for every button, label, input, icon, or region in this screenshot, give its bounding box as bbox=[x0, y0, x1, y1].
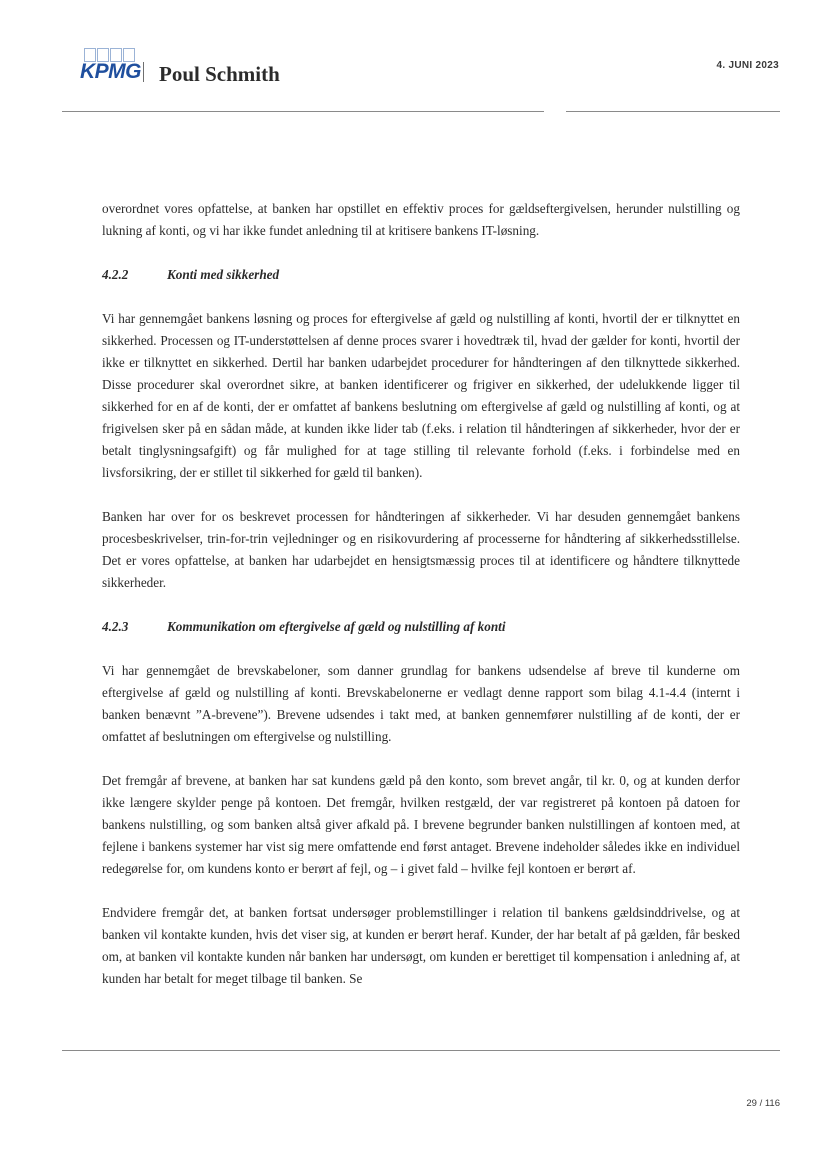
kpmg-logo bbox=[80, 48, 142, 88]
body-paragraph: Det fremgår af brevene, at banken har sat kundens gæld på den konto, som brevet angår, til kr. 0, og at kunden derfor ikke længere skylder penge på kontoen. Det fremgår, hvilken restgæld, der var registreret på kontoen på datoen for bankens nulstilling, og som banken altså giver afkald på. I brevene begrunder banken nulstillingen af kontoen med, at fejlene i bankens systemer har vist sig mere omfattende end først antaget. Brevene indeholder således ikke en individuel redegørelse for, om kundens konto er berørt af fejl, og – i givet fald – hvilke fejl kontoen er berørt af. bbox=[102, 773, 740, 876]
page-header bbox=[0, 0, 827, 120]
logo-divider bbox=[143, 62, 144, 82]
section-title: Kommunikation om eftergivelse af gæld og nulstilling af konti bbox=[167, 619, 506, 634]
body-paragraph: Endvidere fremgår det, at banken fortsat undersøger problemstillinger i relation til bankens gældsinddrivelse, og at banken vil kontakte kunden, hvis det viser sig, at kunden er berørt heraf. Kunder, der har betalt af på gælden, får besked om, at banken vil kontakte kunden når banken har undersøgt, om kunden er berettiget til kompensation i anledning af, at kunden har betalt for meget tilbage til banken. Se bbox=[102, 905, 740, 986]
firm-name: Poul Schmith bbox=[159, 62, 280, 86]
body-paragraph: Vi har gennemgået de brevskabeloner, som danner grundlag for bankens udsendelse af breve til kunderne om eftergivelse af gæld og nulstilling af konti. Brevskabelonerne er vedlagt denne rapport som bilag 4.1-4.4 (internt i banken benævnt ”A-brevene”). Brevene udsendes i takt med, at banken gennemfører nulstilling af de konti, der er omfattet af beslutningen om eftergivelse og nulstilling. bbox=[102, 663, 740, 744]
section-number: 4.2.3 bbox=[102, 619, 129, 634]
section-heading-4-2-3 bbox=[102, 616, 740, 638]
header-rule-left bbox=[62, 111, 544, 112]
header-rule-right bbox=[566, 111, 780, 112]
document-date: 4. JUNI 2023 bbox=[716, 60, 779, 71]
section-title: Konti med sikkerhed bbox=[167, 267, 280, 282]
body-paragraph: Banken har over for os beskrevet processen for håndteringen af sikkerheder. Vi har desuden gennemgået bankens procesbeskrivelser, trin-for-trin vejledninger og en risikovurdering af processerne for håndtering af sikkerhedsstillelse. Det er vores opfattelse, at banken har udarbejdet en hensigtsmæssig proces til at identificere og håndtere tilknyttede sikkerheder. bbox=[102, 509, 740, 590]
kpmg-wordmark: KPMG bbox=[80, 60, 141, 83]
page-body bbox=[102, 198, 740, 1012]
section-number: 4.2.2 bbox=[102, 267, 129, 282]
footer-rule bbox=[62, 1050, 780, 1051]
intro-paragraph: overordnet vores opfattelse, at banken har opstillet en effektiv proces for gældseftergivelsen, herunder nulstilling og lukning af konti, og vi har ikke fundet anledning til at kritisere bankens IT-løsning. bbox=[102, 201, 740, 238]
body-paragraph: Vi har gennemgået bankens løsning og proces for eftergivelse af gæld og nulstilling af konti, hvortil der er tilknyttet en sikkerhed. Processen og IT-understøttelsen af denne proces svarer i hovedtræk til, hvad der gælder for konti, hvortil der ikke er tilknyttet en sikkerhed. Dertil har banken udarbejdet procedurer for håndteringen af den tilknyttede sikkerhed. Disse procedurer skal overordnet sikre, at banken identificerer og frigiver en sikkerhed, der udelukkende ligger til sikkerhed for en af de konti, der er omfattet af bankens beslutning om eftergivelse af gæld og nulstilling af konti, og at frigivelsen sker på en sådan måde, at kunden ikke lider tab (f.eks. i relation til håndteringen af sikkerheder, hvor der er betalt tinglysningsafgift) og får mulighed for at tage stilling til relevante forhold (f.eks. i forbindelse med en livsforsikring, der er stillet til sikkerhed for gæld til banken). bbox=[102, 311, 740, 480]
page-number: 29 / 116 bbox=[746, 1098, 780, 1109]
section-heading-4-2-2 bbox=[102, 264, 740, 286]
